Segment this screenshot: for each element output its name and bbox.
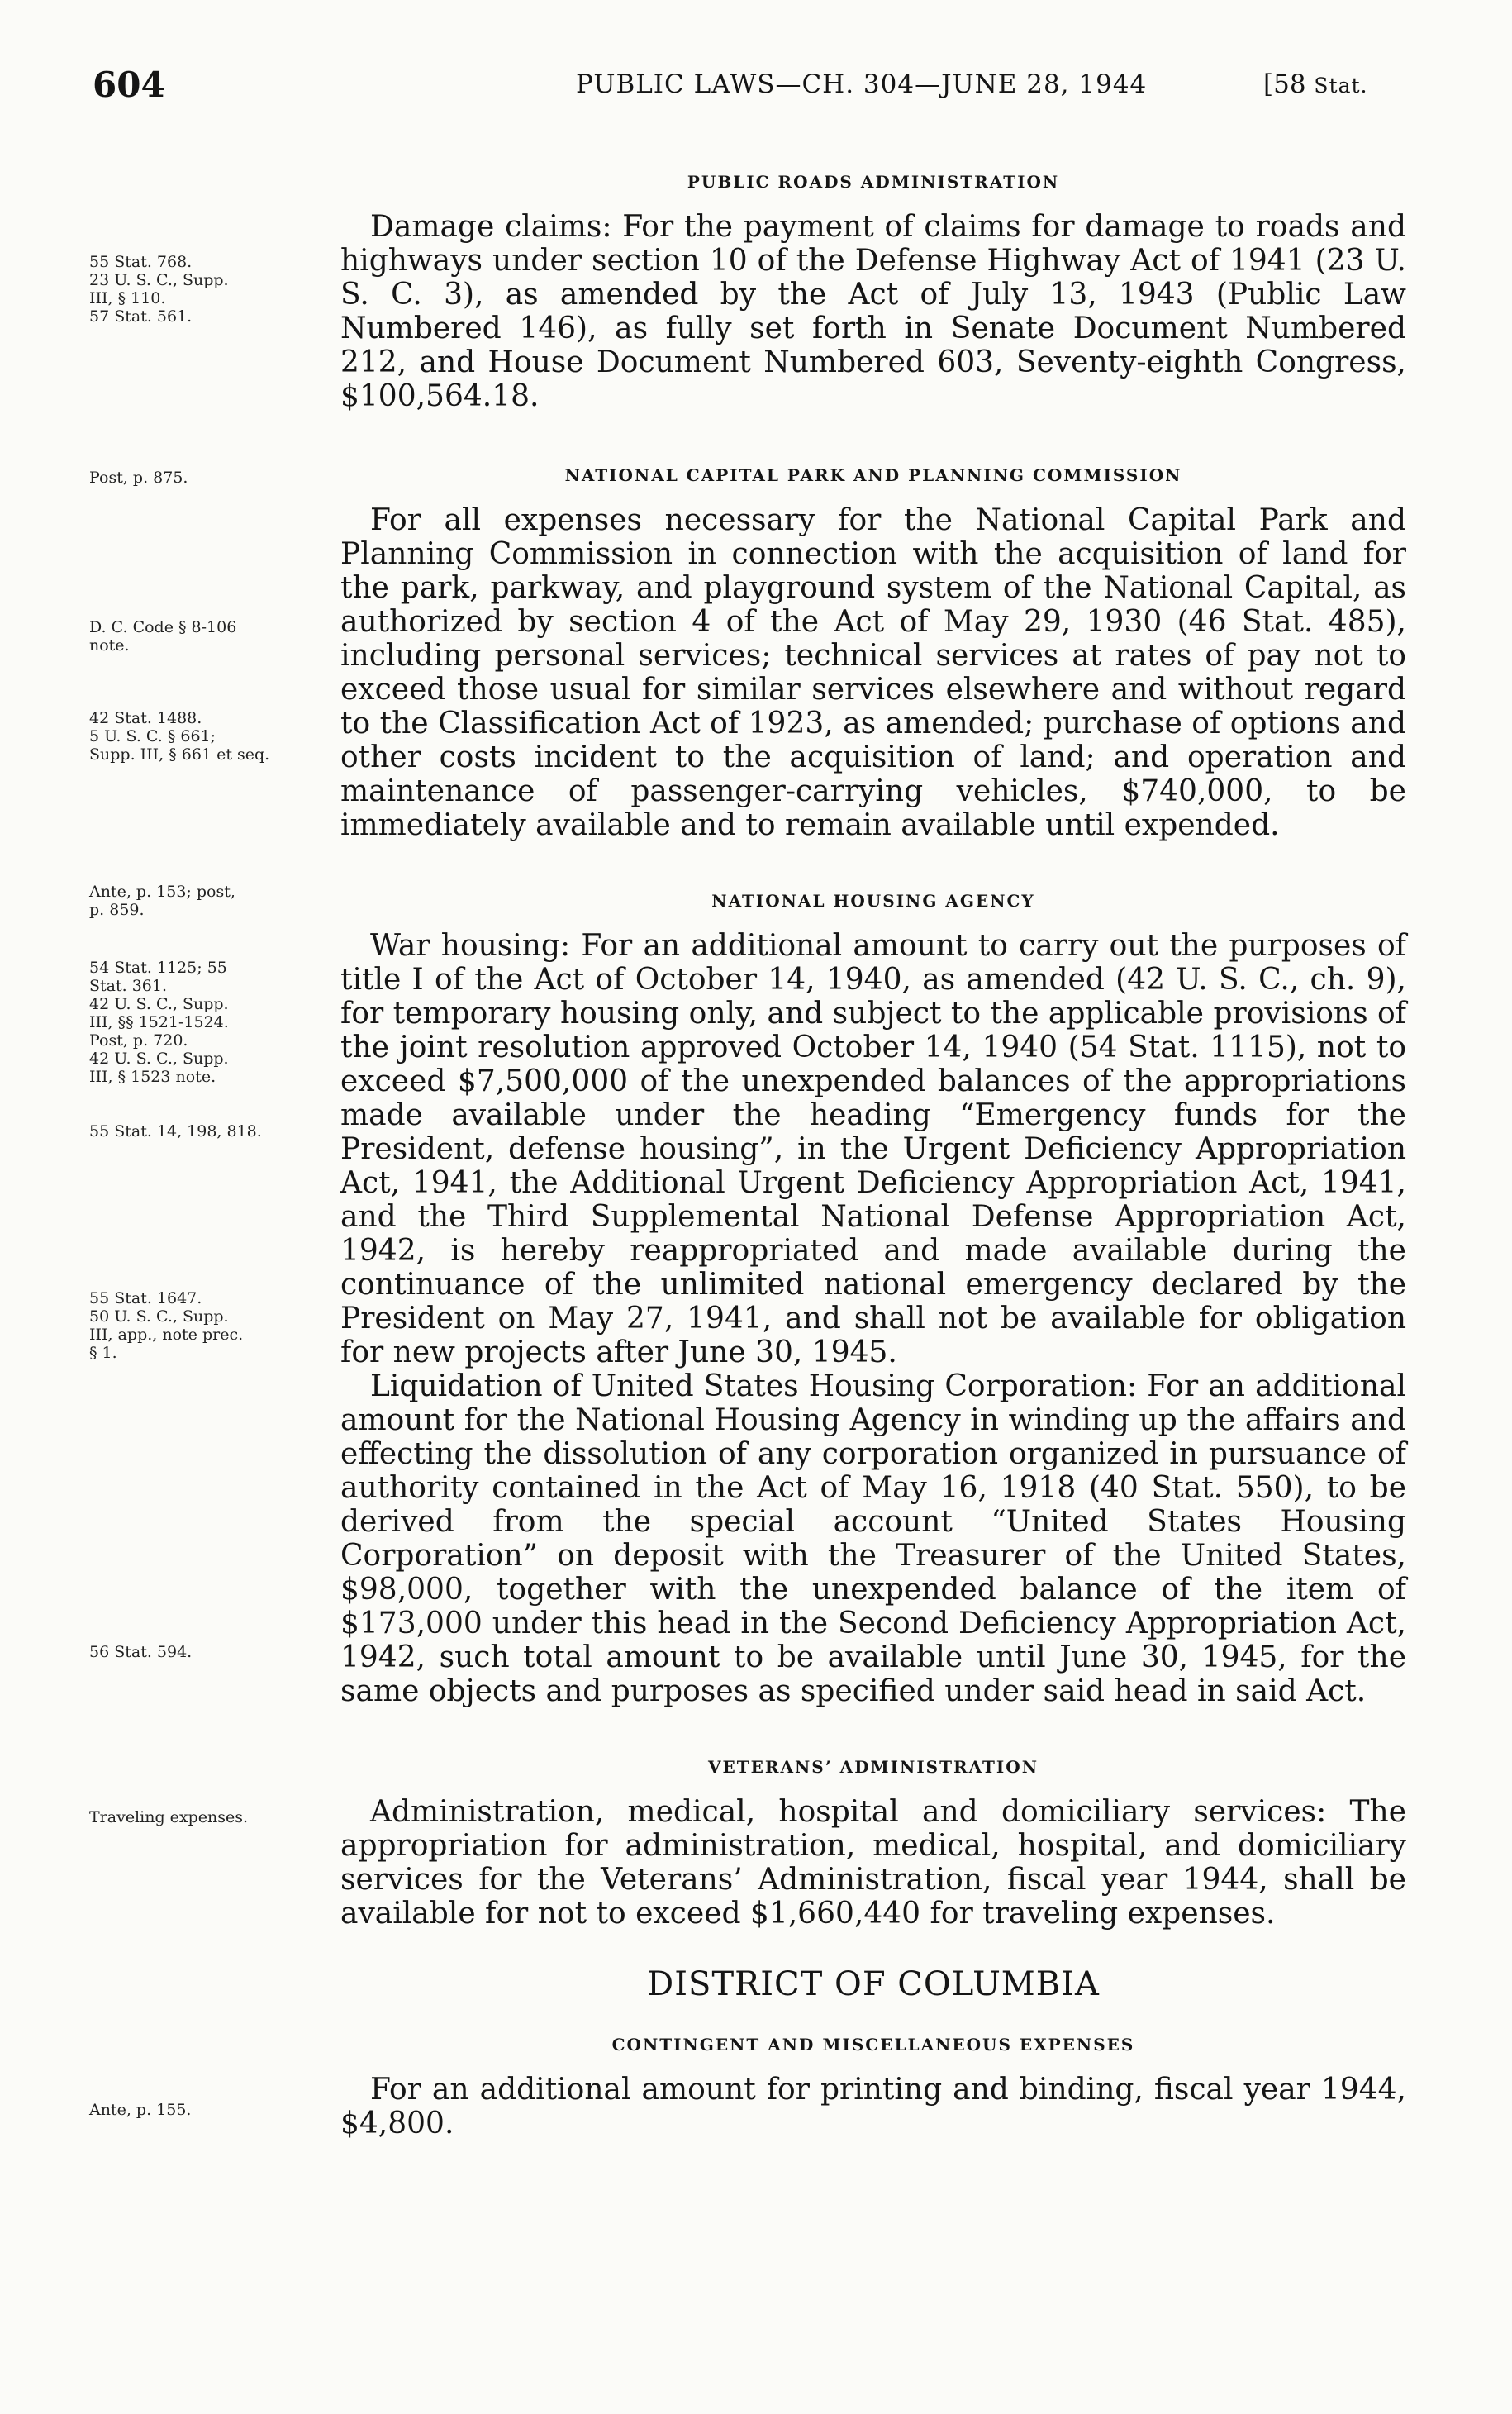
margin-line: 55 Stat. 1647. <box>89 1289 202 1307</box>
margin-note-9 <box>89 1643 362 1661</box>
margin-line: Ante, p. 153; post, <box>89 883 235 901</box>
section-housing <box>340 891 1406 1708</box>
volume-suffix: Stat. <box>1314 74 1368 98</box>
margin-line: III, §§ 1521-1524. <box>89 1013 229 1031</box>
margin-line: 5 U. S. C. § 661; <box>89 727 216 745</box>
margin-line: Ante, p. 155. <box>89 2101 192 2119</box>
margin-note-8 <box>89 1289 362 1362</box>
paragraph: War housing: For an additional amount to carry out the purposes of title I of the Act of October 14, 1940, as amended (42 U. S. C., ch. 9), for temporary housing only, and subject to the applicable provisions of the joint resolution approved October 14, 1940 (54 Stat. 1115), not to exceed $7,500,000 of the unexpended balances of the appropriations made available under the heading “Emergency funds for the President, defense housing”, in the Urgent Deficiency Appropriation Act, 1941, the Additional Urgent Deficiency Appropriation Act, 1941, and the Third Supplemental National Defense Appropriation Act, 1942, is hereby reappropriated and made available during the continuance of the unlimited national emergency declared by the President on May 27, 1941, and shall not be available for obligation for new projects after June 30, 1945. <box>340 929 1406 1369</box>
margin-line: Post, p. 875. <box>89 469 188 487</box>
division-title: DISTRICT OF COLUMBIA <box>647 1965 1100 2003</box>
margin-line: Supp. III, § 661 et seq. <box>89 745 270 764</box>
margin-line: § 1. <box>89 1344 117 1362</box>
margin-line: Traveling expenses. <box>89 1808 249 1826</box>
margin-line: 55 Stat. 768. <box>89 253 193 271</box>
paragraph: Administration, medical, hospital and domiciliary services: The appropriation for administration, medical, hospital, and domiciliary services for the Veterans’ Administration, fiscal year 1944, shall be available for not to exceed $1,660,440 for traveling expenses. <box>340 1795 1406 1931</box>
section-heading: PUBLIC ROADS ADMINISTRATION <box>687 172 1060 192</box>
margin-line: 55 Stat. 14, 198, 818. <box>89 1122 262 1140</box>
margin-line: 42 Stat. 1488. <box>89 709 202 727</box>
margin-line: III, § 110. <box>89 289 166 307</box>
margin-note-1 <box>89 253 362 326</box>
margin-line: Post, p. 720. <box>89 1031 188 1050</box>
volume-prefix: [58 <box>1263 69 1306 99</box>
margin-line: 42 U. S. C., Supp. <box>89 1050 229 1068</box>
page-header <box>0 64 1512 106</box>
margin-note-2 <box>89 469 362 487</box>
section-public-roads <box>340 172 1406 413</box>
margin-note-4 <box>89 709 362 764</box>
section-veterans <box>340 1757 1406 1931</box>
section-ncppc <box>340 465 1406 842</box>
paragraph: Liquidation of United States Housing Corporation: For an additional amount for the National Housing Agency in winding up the affairs and effecting the dissolution of any corporation organized in pursuance of authority contained in the Act of May 16, 1918 (40 Stat. 550), to be derived from the special account “United States Housing Corporation” on deposit with the Treasurer of the United States, $98,000, together with the unexpended balance of the item of $173,000 under this head in the Second Deficiency Appropriation Act, 1942, such total amount to be available until June 30, 1945, for the same objects and purposes as specified under said head in said Act. <box>340 1369 1406 1708</box>
paragraph: Damage claims: For the payment of claims for damage to roads and highways under section 10 of the Defense Highway Act of 1941 (23 U. S. C. 3), as amended by the Act of July 13, 1943 (Public Law Numbered 146), as fully set forth in Senate Document Numbered 212, and House Document Numbered 603, Seventy-eighth Congress, $100,564.18. <box>340 210 1406 413</box>
margin-note-5 <box>89 883 362 919</box>
section-heading: CONTINGENT AND MISCELLANEOUS EXPENSES <box>611 2035 1135 2055</box>
margin-line: III, app., note prec. <box>89 1326 244 1344</box>
paragraph: For all expenses necessary for the National Capital Park and Planning Commission in connection with the acquisition of land for the park, parkway, and playground system of the National Capital, as authorized by section 4 of the Act of May 29, 1930 (46 Stat. 485), including personal services; technical services at rates of pay not to exceed those usual for similar services elsewhere and without regard to the Classification Act of 1923, as amended; purchase of options and other costs incident to the acquisition of land; and operation and maintenance of passenger-carrying vehicles, $740,000, to be immediately available and to remain available until expended. <box>340 503 1406 842</box>
page-number: 604 <box>93 64 165 105</box>
margin-note-7 <box>89 1122 362 1140</box>
volume-citation <box>1263 69 1367 99</box>
margin-line: 54 Stat. 1125; 55 <box>89 959 227 977</box>
margin-line: 56 Stat. 594. <box>89 1643 193 1661</box>
paragraph: For an additional amount for printing and binding, fiscal year 1944, $4,800. <box>340 2073 1406 2140</box>
margin-line: 57 Stat. 561. <box>89 307 193 326</box>
margin-line: 42 U. S. C., Supp. <box>89 995 229 1013</box>
margin-line: 50 U. S. C., Supp. <box>89 1307 229 1326</box>
section-heading: NATIONAL CAPITAL PARK AND PLANNING COMMISSION <box>564 465 1182 485</box>
margin-note-11 <box>89 2101 362 2119</box>
section-dc <box>340 1965 1406 2140</box>
margin-note-3 <box>89 618 362 655</box>
section-heading: VETERANS’ ADMINISTRATION <box>708 1757 1039 1777</box>
margin-line: p. 859. <box>89 901 145 919</box>
running-title: PUBLIC LAWS—CH. 304—JUNE 28, 1944 <box>576 69 1148 99</box>
margin-line: 23 U. S. C., Supp. <box>89 271 229 289</box>
margin-note-6 <box>89 959 362 1086</box>
margin-line: III, § 1523 note. <box>89 1068 216 1086</box>
margin-note-10 <box>89 1808 362 1826</box>
margin-line: note. <box>89 636 130 655</box>
margin-line: Stat. 361. <box>89 977 167 995</box>
section-heading: NATIONAL HOUSING AGENCY <box>711 891 1035 911</box>
margin-line: D. C. Code § 8-106 <box>89 618 237 636</box>
